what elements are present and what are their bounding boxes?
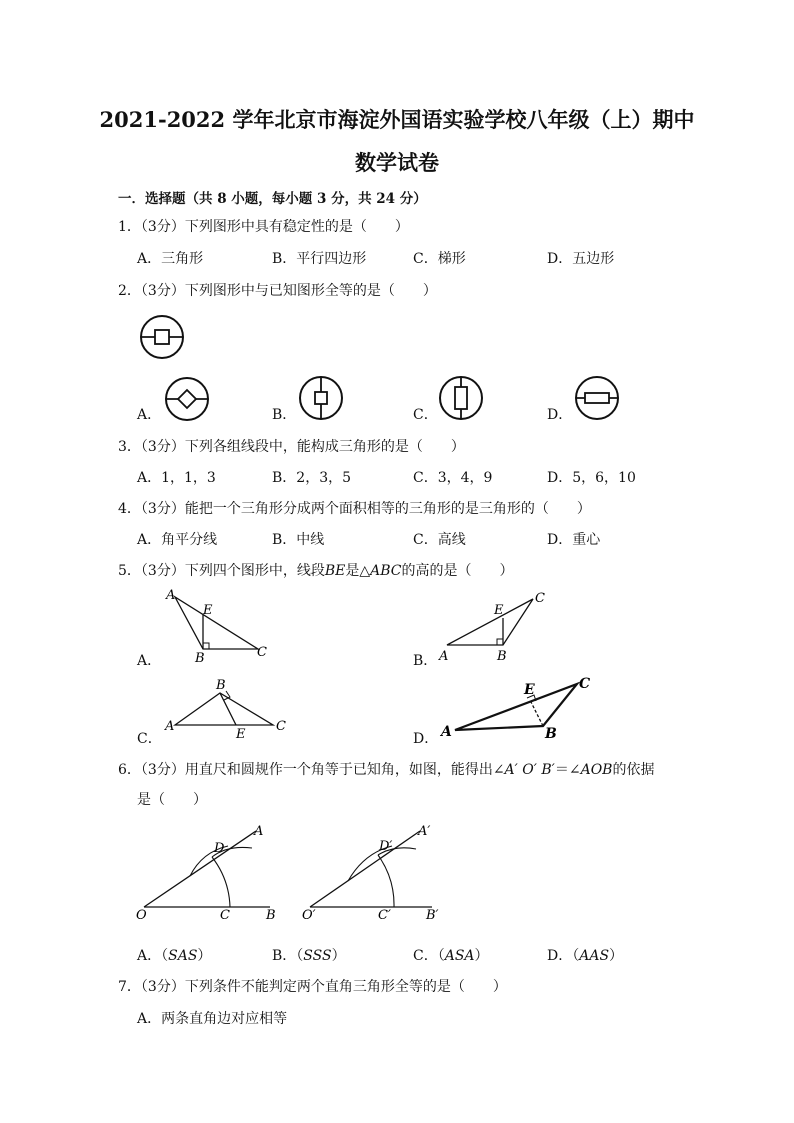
- q2-given-figure: [138, 313, 186, 361]
- section-heading: 一．选择题（共 8 小题，每小题 3 分，共 24 分）: [118, 191, 427, 207]
- q5-figure-b: [435, 585, 555, 665]
- q1-option-b: B．平行四边形: [272, 251, 367, 267]
- q6-option-b: [272, 945, 346, 965]
- q5-figure-d: [437, 672, 597, 747]
- q2-figure-a: [163, 375, 211, 423]
- q6-label-b: B: [266, 908, 276, 923]
- q5-figure-c: [160, 675, 295, 745]
- question-6-line2: 是（ ）: [137, 792, 207, 808]
- q1-option-c: C．梯形: [413, 251, 466, 267]
- q6-option-d-prefix: D．（: [547, 948, 580, 964]
- q2-option-d: D．: [547, 407, 573, 423]
- q6-option-b-prefix: B．（: [272, 948, 304, 964]
- q6r-label-a: A′: [418, 824, 431, 839]
- q5-text-mid: 是△: [345, 563, 371, 579]
- q6-option-a-var: SAS: [168, 948, 198, 964]
- q5d-label-e: E: [524, 682, 535, 698]
- q6-label-c: C: [220, 908, 230, 923]
- q2-option-b: B．: [272, 407, 297, 423]
- q6-text-after: 的依据: [612, 762, 655, 778]
- q2-option-c: C．: [413, 407, 438, 423]
- question-2: 2．（3分）下列图形中与已知图形全等的是（ ）: [118, 283, 437, 299]
- q6-option-a-close: ）: [197, 948, 212, 964]
- q4-option-b: B．中线: [272, 532, 325, 548]
- q5-text-after: 的高的是（ ）: [401, 563, 514, 579]
- q5-option-d: D．: [413, 731, 439, 747]
- q2-figure-b: [297, 374, 345, 422]
- q5d-label-c: C: [579, 676, 591, 692]
- q6r-label-d: D′: [379, 839, 393, 854]
- q6-option-c-prefix: C．（: [413, 948, 445, 964]
- q6-option-b-var: SSS: [303, 948, 332, 964]
- question-7: 7．（3分）下列条件不能判定两个直角三角形全等的是（ ）: [118, 979, 507, 995]
- q6r-label-o: O′: [302, 908, 316, 923]
- question-4: 4．（3分）能把一个三角形分成两个面积相等的三角形的是三角形的（ ）: [118, 501, 591, 517]
- q6-option-d-close: ）: [609, 948, 624, 964]
- q4-option-c: C．高线: [413, 532, 466, 548]
- q6r-label-c: C′: [378, 908, 391, 923]
- q5c-label-c: C: [276, 719, 286, 734]
- q5a-label-e: E: [203, 603, 213, 618]
- q5b-label-b: B: [497, 649, 507, 664]
- q5d-label-b: B: [545, 726, 557, 742]
- q5a-label-b: B: [195, 651, 205, 666]
- q5d-label-a: A: [441, 724, 452, 740]
- q3-option-d: D．5，6，10: [547, 470, 636, 486]
- q5-option-c: C．: [137, 731, 162, 747]
- q6-option-c-close: ）: [474, 948, 489, 964]
- q4-option-d: D．重心: [547, 532, 601, 548]
- q6-text-before: 6．（3分）用直尺和圆规作一个角等于已知角，如图，能得出∠: [118, 762, 505, 778]
- q6-option-c-var: ASA: [444, 948, 475, 964]
- q6-var-angle2: AOB: [580, 762, 613, 778]
- q3-option-b: B．2，3，5: [272, 470, 352, 486]
- q6-option-b-close: ）: [331, 948, 346, 964]
- q6r-label-b: B′: [426, 908, 439, 923]
- q2-option-a: A．: [137, 407, 162, 423]
- q5-option-a: A．: [137, 653, 162, 669]
- question-3: 3．（3分）下列各组线段中，能构成三角形的是（ ）: [118, 439, 465, 455]
- q6-label-d: D: [214, 841, 225, 856]
- question-5: [118, 560, 514, 580]
- q6-text-mid: ＝∠: [554, 762, 581, 778]
- q5a-label-c: C: [257, 645, 267, 660]
- q6-label-a: A: [254, 824, 264, 839]
- q6-option-d: [547, 945, 623, 965]
- q5-figure-a: [160, 585, 280, 665]
- q5-option-b: B．: [413, 653, 438, 669]
- q6-option-a: [137, 945, 211, 965]
- q1-option-d: D．五边形: [547, 251, 615, 267]
- q5-var-abc: ABC: [370, 563, 402, 579]
- q6-label-o: O: [136, 908, 147, 923]
- q5b-label-c: C: [535, 591, 545, 606]
- q1-option-a: A．三角形: [137, 251, 204, 267]
- paper-title-line2: 数学试卷: [355, 150, 439, 175]
- q6-option-a-prefix: A．（: [137, 948, 169, 964]
- question-1: 1．（3分）下列图形中具有稳定性的是（ ）: [118, 219, 409, 235]
- paper-title-line1: 2021-2022 学年北京市海淀外国语实验学校八年级（上）期中: [99, 107, 695, 132]
- question-6: [118, 759, 654, 779]
- q7-option-a: A．两条直角边对应相等: [137, 1011, 288, 1027]
- q5a-label-a: A: [166, 588, 176, 603]
- q6-figure-copy: [298, 815, 458, 930]
- q6-option-c: [413, 945, 489, 965]
- q6-figure-original: [132, 815, 292, 930]
- q5b-label-e: E: [494, 603, 504, 618]
- q5b-label-a: A: [439, 649, 449, 664]
- q5c-label-b: B: [216, 678, 226, 693]
- q5c-label-a: A: [165, 719, 175, 734]
- q3-option-a: A．1，1，3: [137, 470, 216, 486]
- q4-option-a: A．角平分线: [137, 532, 218, 548]
- q6-option-d-var: AAS: [579, 948, 610, 964]
- q5-var-be: BE: [324, 563, 346, 579]
- q2-figure-d: [573, 374, 621, 422]
- q5c-label-e: E: [236, 727, 246, 742]
- q5-text-before: 5．（3分）下列四个图形中，线段: [118, 563, 325, 579]
- q3-option-c: C．3，4，9: [413, 470, 493, 486]
- q2-figure-c: [437, 374, 485, 422]
- q6-var-angle1: A′ O′ B′: [504, 762, 555, 778]
